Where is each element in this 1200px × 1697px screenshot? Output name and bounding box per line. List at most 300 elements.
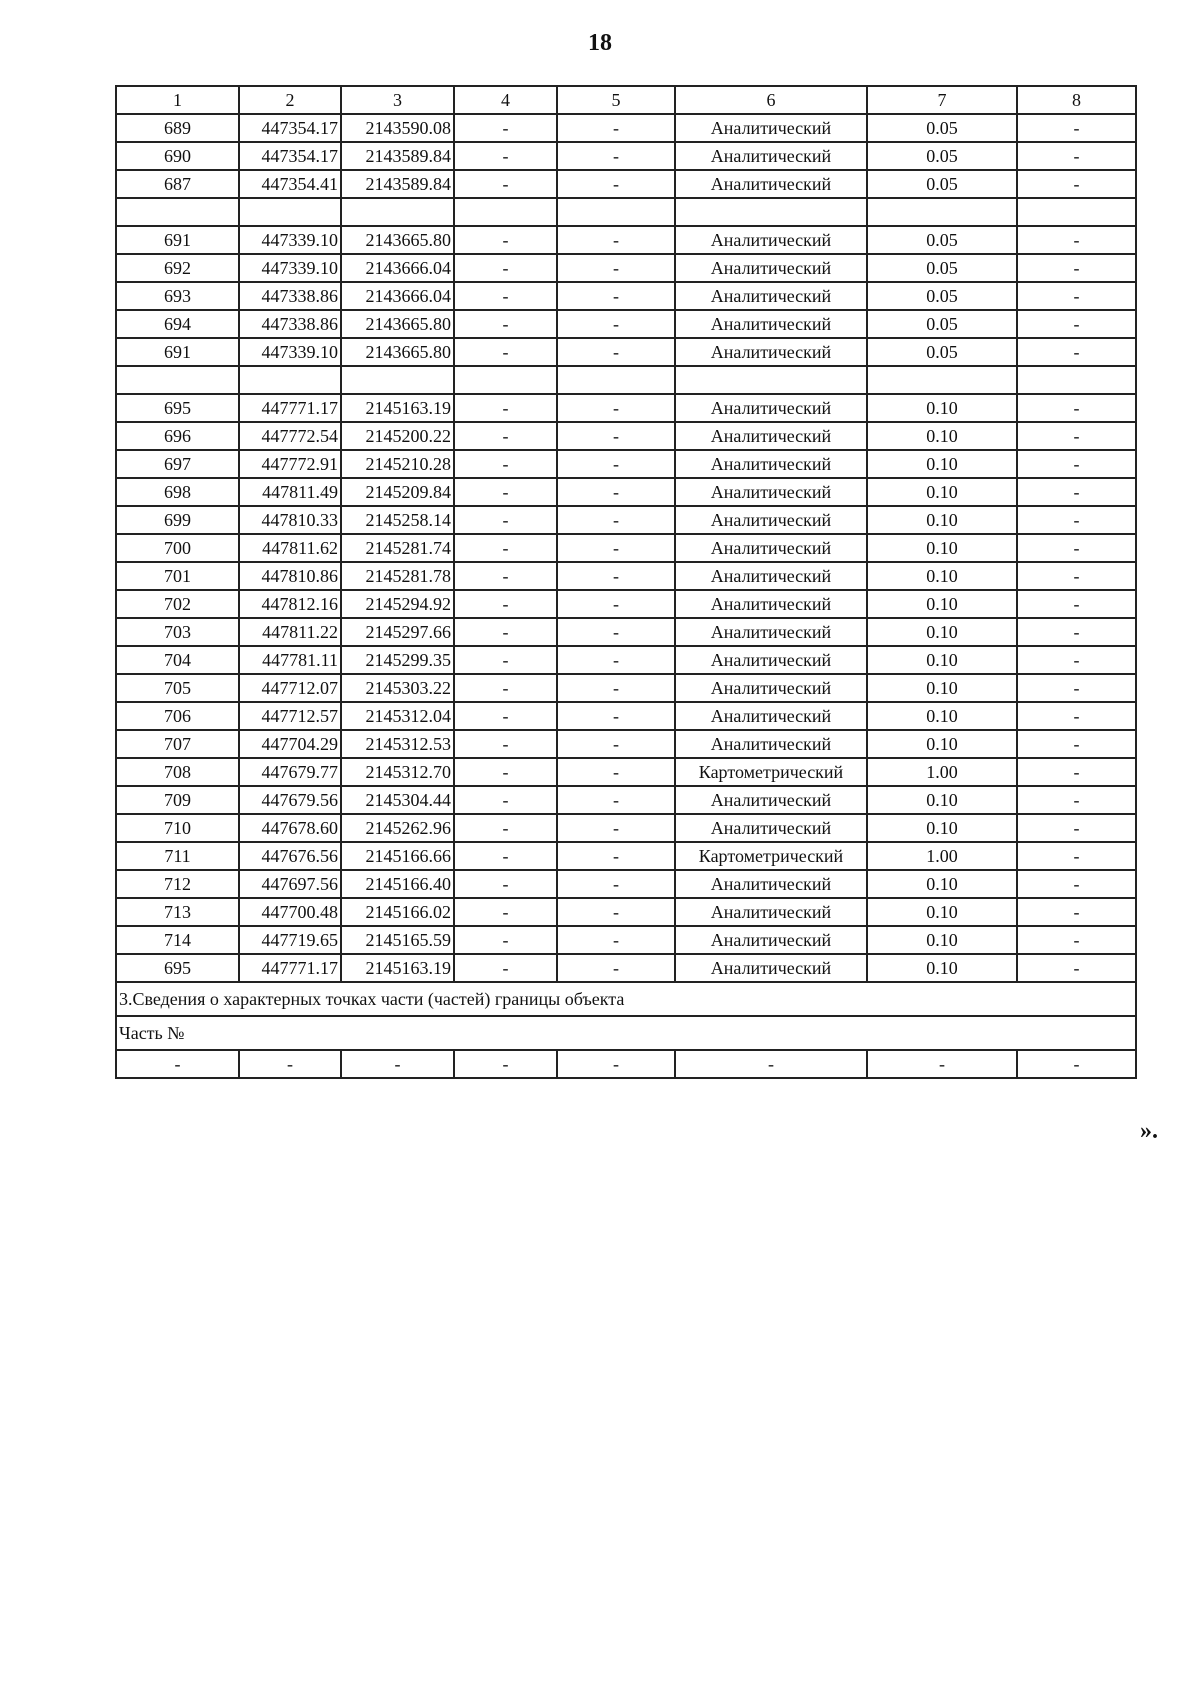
table-cell: -: [454, 170, 557, 198]
table-cell: 703: [116, 618, 239, 646]
table-cell: 699: [116, 506, 239, 534]
table-cell: -: [1017, 142, 1136, 170]
empty-cell: [239, 198, 341, 226]
table-cell: 447771.17: [239, 954, 341, 982]
table-cell: 0.10: [867, 534, 1017, 562]
table-cell: -: [454, 254, 557, 282]
table-cell: -: [454, 1050, 557, 1078]
table-cell: -: [557, 534, 675, 562]
table-cell: -: [116, 1050, 239, 1078]
table-cell: 3.Сведения о характерных точках части (частей) границы объекта: [116, 982, 1136, 1016]
table-cell: Аналитический: [675, 870, 867, 898]
table-cell: -: [454, 870, 557, 898]
table-cell: 0.10: [867, 646, 1017, 674]
table-cell: Аналитический: [675, 646, 867, 674]
table-cell: Аналитический: [675, 590, 867, 618]
table-cell: -: [557, 254, 675, 282]
table-cell: -: [557, 702, 675, 730]
table-cell: -: [454, 394, 557, 422]
table-cell: -: [1017, 870, 1136, 898]
table-cell: Аналитический: [675, 254, 867, 282]
table-cell: 6: [675, 86, 867, 114]
table-cell: 0.05: [867, 282, 1017, 310]
table-cell: 693: [116, 282, 239, 310]
table-cell: Аналитический: [675, 786, 867, 814]
empty-cell: [557, 366, 675, 394]
table-cell: 0.10: [867, 730, 1017, 758]
table-cell: -: [454, 674, 557, 702]
table-row: [116, 450, 1136, 478]
empty-cell: [341, 198, 454, 226]
empty-cell: [675, 366, 867, 394]
table-cell: Аналитический: [675, 282, 867, 310]
table-cell: -: [454, 114, 557, 142]
table-cell: Аналитический: [675, 338, 867, 366]
table-cell: 698: [116, 478, 239, 506]
table-row: [116, 534, 1136, 562]
table-row: [116, 786, 1136, 814]
table-cell: 2143665.80: [341, 338, 454, 366]
table-cell: 0.10: [867, 618, 1017, 646]
table-cell: 0.05: [867, 170, 1017, 198]
table-row: [116, 338, 1136, 366]
table-cell: Аналитический: [675, 114, 867, 142]
table-cell: -: [557, 506, 675, 534]
table-cell: 0.10: [867, 674, 1017, 702]
table-cell: 696: [116, 422, 239, 450]
table-cell: 0.10: [867, 590, 1017, 618]
table-cell: -: [1017, 282, 1136, 310]
table-row: [116, 730, 1136, 758]
table-cell: 1.00: [867, 758, 1017, 786]
empty-cell: [454, 198, 557, 226]
table-cell: 447676.56: [239, 842, 341, 870]
table-cell: 0.10: [867, 786, 1017, 814]
table-cell: 2145163.19: [341, 954, 454, 982]
table-cell: -: [1017, 730, 1136, 758]
table-cell: 447811.49: [239, 478, 341, 506]
table-cell: Аналитический: [675, 674, 867, 702]
table-cell: Аналитический: [675, 954, 867, 982]
table-cell: 447679.77: [239, 758, 341, 786]
table-row: [116, 590, 1136, 618]
table-cell: -: [1017, 1050, 1136, 1078]
table-cell: 447771.17: [239, 394, 341, 422]
blank-separator-row: [116, 366, 1136, 394]
table-row: [116, 646, 1136, 674]
table-cell: 0.10: [867, 926, 1017, 954]
table-cell: 447772.91: [239, 450, 341, 478]
table-cell: 0.10: [867, 450, 1017, 478]
table-cell: -: [1017, 954, 1136, 982]
table-cell: -: [454, 562, 557, 590]
table-cell: -: [1017, 646, 1136, 674]
table-cell: 707: [116, 730, 239, 758]
table-cell: -: [454, 786, 557, 814]
table-cell: 7: [867, 86, 1017, 114]
table-cell: 2145166.66: [341, 842, 454, 870]
table-cell: 447811.62: [239, 534, 341, 562]
table-cell: 0.10: [867, 898, 1017, 926]
table-cell: 3: [341, 86, 454, 114]
empty-cell: [341, 366, 454, 394]
table-cell: 447810.33: [239, 506, 341, 534]
table-cell: 447354.17: [239, 114, 341, 142]
table-cell: 709: [116, 786, 239, 814]
table-cell: 2143589.84: [341, 170, 454, 198]
table-row: [116, 282, 1136, 310]
table-cell: -: [557, 842, 675, 870]
table-cell: -: [454, 730, 557, 758]
table-cell: -: [454, 926, 557, 954]
table-cell: Аналитический: [675, 534, 867, 562]
table-cell: Аналитический: [675, 394, 867, 422]
table-cell: Аналитический: [675, 618, 867, 646]
table-cell: 0.10: [867, 702, 1017, 730]
table-cell: 0.05: [867, 254, 1017, 282]
table-cell: Аналитический: [675, 478, 867, 506]
table-cell: 0.10: [867, 870, 1017, 898]
table-cell: -: [557, 674, 675, 702]
table-cell: Аналитический: [675, 926, 867, 954]
table-cell: 2145281.74: [341, 534, 454, 562]
part-label-row: [116, 1016, 1136, 1050]
table-row: [116, 1050, 1136, 1078]
table-cell: 447354.41: [239, 170, 341, 198]
table-cell: -: [1017, 562, 1136, 590]
table-cell: Аналитический: [675, 142, 867, 170]
table-cell: -: [1017, 674, 1136, 702]
table-cell: -: [454, 338, 557, 366]
table-cell: -: [557, 898, 675, 926]
table-cell: -: [1017, 226, 1136, 254]
table-cell: -: [557, 954, 675, 982]
table-row: [116, 870, 1136, 898]
table-cell: 447700.48: [239, 898, 341, 926]
table-cell: 702: [116, 590, 239, 618]
table-cell: 0.10: [867, 814, 1017, 842]
table-cell: 2143589.84: [341, 142, 454, 170]
table-cell: -: [675, 1050, 867, 1078]
table-cell: 701: [116, 562, 239, 590]
table-cell: -: [1017, 422, 1136, 450]
table-cell: -: [557, 786, 675, 814]
table-cell: 704: [116, 646, 239, 674]
table-cell: 2145312.53: [341, 730, 454, 758]
table-cell: 697: [116, 450, 239, 478]
table-cell: -: [557, 114, 675, 142]
table-cell: 0.05: [867, 338, 1017, 366]
table-cell: -: [557, 450, 675, 478]
table-cell: -: [1017, 814, 1136, 842]
table-row: [116, 618, 1136, 646]
table-cell: -: [1017, 534, 1136, 562]
table-cell: 0.10: [867, 562, 1017, 590]
table-cell: 2145312.70: [341, 758, 454, 786]
table-cell: -: [557, 730, 675, 758]
table-cell: 713: [116, 898, 239, 926]
table-cell: -: [1017, 842, 1136, 870]
table-cell: 5: [557, 86, 675, 114]
table-cell: -: [1017, 590, 1136, 618]
table-cell: 447810.86: [239, 562, 341, 590]
table-cell: Аналитический: [675, 170, 867, 198]
table-cell: Аналитический: [675, 422, 867, 450]
table-cell: 447339.10: [239, 338, 341, 366]
empty-cell: [867, 198, 1017, 226]
table-cell: -: [454, 954, 557, 982]
table-cell: 2145200.22: [341, 422, 454, 450]
table-cell: -: [1017, 702, 1136, 730]
table-row: [116, 478, 1136, 506]
header-row: [116, 86, 1136, 114]
table-cell: 2145281.78: [341, 562, 454, 590]
table-cell: 711: [116, 842, 239, 870]
table-cell: -: [557, 226, 675, 254]
table-cell: -: [454, 226, 557, 254]
table-cell: -: [557, 590, 675, 618]
table-cell: 689: [116, 114, 239, 142]
table-cell: Часть №: [116, 1016, 1136, 1050]
table-cell: 4: [454, 86, 557, 114]
table-cell: -: [454, 478, 557, 506]
table-row: [116, 170, 1136, 198]
table-cell: 0.05: [867, 226, 1017, 254]
table-cell: 708: [116, 758, 239, 786]
table-cell: 2143666.04: [341, 254, 454, 282]
table-cell: -: [454, 450, 557, 478]
table-row: [116, 702, 1136, 730]
table-cell: 447697.56: [239, 870, 341, 898]
table-cell: -: [454, 310, 557, 338]
table-row: [116, 422, 1136, 450]
table-cell: 447339.10: [239, 254, 341, 282]
table-cell: 692: [116, 254, 239, 282]
section3-title-row: [116, 982, 1136, 1016]
table-cell: -: [557, 870, 675, 898]
table-cell: 1.00: [867, 842, 1017, 870]
table-row: [116, 562, 1136, 590]
table-cell: Аналитический: [675, 898, 867, 926]
table-cell: 8: [1017, 86, 1136, 114]
table-cell: 694: [116, 310, 239, 338]
empty-cell: [867, 366, 1017, 394]
table-cell: 0.10: [867, 954, 1017, 982]
table-row: [116, 142, 1136, 170]
table-cell: -: [1017, 506, 1136, 534]
table-row: [116, 842, 1136, 870]
table-cell: 0.05: [867, 310, 1017, 338]
page-number: 18: [588, 30, 612, 56]
table-cell: -: [1017, 926, 1136, 954]
table-cell: Аналитический: [675, 562, 867, 590]
table-cell: -: [557, 758, 675, 786]
table-cell: -: [557, 142, 675, 170]
table-cell: -: [454, 842, 557, 870]
table-cell: 447678.60: [239, 814, 341, 842]
table-row: [116, 674, 1136, 702]
table-cell: Картометрический: [675, 758, 867, 786]
table-cell: 447772.54: [239, 422, 341, 450]
table-cell: 0.10: [867, 478, 1017, 506]
empty-cell: [239, 366, 341, 394]
table-cell: -: [454, 646, 557, 674]
table-cell: -: [1017, 898, 1136, 926]
coordinates-table: [115, 85, 1137, 1079]
table-cell: -: [557, 282, 675, 310]
table-cell: 2145165.59: [341, 926, 454, 954]
table-cell: -: [557, 338, 675, 366]
table-cell: -: [454, 282, 557, 310]
table-cell: 2145297.66: [341, 618, 454, 646]
table-cell: 0.10: [867, 506, 1017, 534]
table-cell: 706: [116, 702, 239, 730]
table-cell: -: [557, 422, 675, 450]
table-cell: 695: [116, 954, 239, 982]
table-cell: -: [454, 618, 557, 646]
empty-cell: [116, 198, 239, 226]
table-cell: 447339.10: [239, 226, 341, 254]
empty-cell: [1017, 198, 1136, 226]
table-cell: 714: [116, 926, 239, 954]
table-cell: -: [1017, 786, 1136, 814]
table-cell: 2143665.80: [341, 310, 454, 338]
table-cell: 2145210.28: [341, 450, 454, 478]
blank-separator-row: [116, 198, 1136, 226]
table-row: [116, 114, 1136, 142]
table-cell: -: [1017, 758, 1136, 786]
table-cell: -: [1017, 170, 1136, 198]
table-cell: -: [557, 170, 675, 198]
table-cell: 0.05: [867, 142, 1017, 170]
table-cell: Аналитический: [675, 310, 867, 338]
table-cell: 700: [116, 534, 239, 562]
table-cell: 447338.86: [239, 310, 341, 338]
table-cell: 2: [239, 86, 341, 114]
table-cell: 0.10: [867, 394, 1017, 422]
table-cell: Картометрический: [675, 842, 867, 870]
empty-cell: [675, 198, 867, 226]
table-cell: 447704.29: [239, 730, 341, 758]
table-cell: 712: [116, 870, 239, 898]
empty-cell: [116, 366, 239, 394]
table-cell: 2145166.02: [341, 898, 454, 926]
table-cell: -: [454, 814, 557, 842]
table-cell: -: [1017, 450, 1136, 478]
table-cell: -: [1017, 478, 1136, 506]
table-cell: 447712.57: [239, 702, 341, 730]
table-cell: -: [454, 702, 557, 730]
table-cell: -: [557, 562, 675, 590]
table-cell: -: [557, 1050, 675, 1078]
table-row: [116, 394, 1136, 422]
table-row: [116, 254, 1136, 282]
table-cell: -: [1017, 114, 1136, 142]
table-row: [116, 758, 1136, 786]
empty-cell: [454, 366, 557, 394]
table-cell: 2145258.14: [341, 506, 454, 534]
table-cell: 2145304.44: [341, 786, 454, 814]
table-cell: 0.05: [867, 114, 1017, 142]
closing-quote: ».: [1140, 1118, 1158, 1144]
empty-cell: [1017, 366, 1136, 394]
table-cell: 1: [116, 86, 239, 114]
table-cell: -: [1017, 618, 1136, 646]
table-cell: -: [557, 478, 675, 506]
table-cell: Аналитический: [675, 730, 867, 758]
table-cell: 2143590.08: [341, 114, 454, 142]
table-cell: -: [341, 1050, 454, 1078]
table-cell: -: [1017, 254, 1136, 282]
table-cell: -: [557, 310, 675, 338]
table-cell: 2145209.84: [341, 478, 454, 506]
table-cell: -: [454, 142, 557, 170]
table-row: [116, 898, 1136, 926]
table-cell: Аналитический: [675, 506, 867, 534]
table-cell: -: [557, 646, 675, 674]
table-row: [116, 814, 1136, 842]
table-cell: 447781.11: [239, 646, 341, 674]
table-cell: 447338.86: [239, 282, 341, 310]
table-cell: Аналитический: [675, 814, 867, 842]
table-cell: -: [1017, 338, 1136, 366]
table-cell: Аналитический: [675, 702, 867, 730]
table-cell: 2145262.96: [341, 814, 454, 842]
table-cell: Аналитический: [675, 450, 867, 478]
table-cell: 687: [116, 170, 239, 198]
table-cell: 447811.22: [239, 618, 341, 646]
table-cell: 691: [116, 226, 239, 254]
table-cell: 447712.07: [239, 674, 341, 702]
table-cell: 690: [116, 142, 239, 170]
table-row: [116, 926, 1136, 954]
table-cell: 2145294.92: [341, 590, 454, 618]
table-cell: 447354.17: [239, 142, 341, 170]
table-cell: -: [557, 394, 675, 422]
table-cell: -: [1017, 394, 1136, 422]
table-cell: -: [454, 506, 557, 534]
table-cell: 710: [116, 814, 239, 842]
table-cell: 447719.65: [239, 926, 341, 954]
table-cell: 2143666.04: [341, 282, 454, 310]
table-cell: 691: [116, 338, 239, 366]
table-cell: -: [454, 422, 557, 450]
table-cell: -: [557, 618, 675, 646]
table-row: [116, 954, 1136, 982]
table-cell: -: [867, 1050, 1017, 1078]
table-cell: 447812.16: [239, 590, 341, 618]
table-cell: Аналитический: [675, 226, 867, 254]
table-cell: 447679.56: [239, 786, 341, 814]
table-cell: 705: [116, 674, 239, 702]
table-cell: -: [454, 534, 557, 562]
table-cell: -: [454, 590, 557, 618]
table-cell: 2145299.35: [341, 646, 454, 674]
table-cell: 2145303.22: [341, 674, 454, 702]
table-cell: -: [239, 1050, 341, 1078]
table-cell: 2143665.80: [341, 226, 454, 254]
table-cell: 695: [116, 394, 239, 422]
table-row: [116, 226, 1136, 254]
table-row: [116, 310, 1136, 338]
table-cell: -: [454, 898, 557, 926]
table-cell: 2145163.19: [341, 394, 454, 422]
table-cell: -: [1017, 310, 1136, 338]
table-cell: 2145166.40: [341, 870, 454, 898]
table-cell: -: [557, 814, 675, 842]
table-cell: -: [454, 758, 557, 786]
table-row: [116, 506, 1136, 534]
